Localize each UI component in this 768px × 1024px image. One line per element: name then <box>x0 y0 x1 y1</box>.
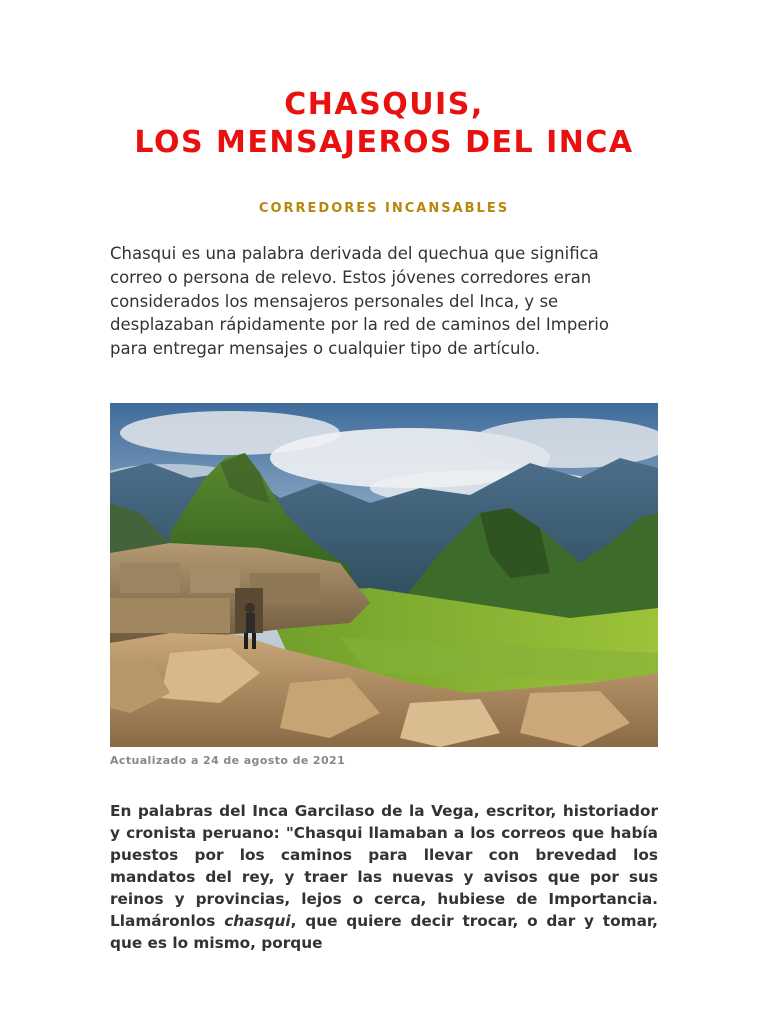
title-line-1: CHASQUIS, <box>284 87 484 122</box>
quote-paragraph <box>110 800 658 954</box>
photo-caption: Actualizado a 24 de agosto de 2021 <box>110 754 346 767</box>
title-line-2: LOS MENSAJEROS DEL INCA <box>134 125 634 160</box>
machu-picchu-photo <box>110 403 658 747</box>
article-subtitle: CORREDORES INCANSABLES <box>258 201 510 216</box>
article-title <box>0 86 768 162</box>
quote-text-after: , que quiere decir trocar, o dar y tomar, que es lo mismo, porque <box>110 912 658 952</box>
intro-paragraph: Chasqui es una palabra derivada del quechua que significa correo o persona de relevo. Estos jóvenes corredores eran considerados los mensajeros personales del Inca, y se desplazaban rápidamente por la red de caminos del Imperio para entregar mensajes o cualquier tipo de artículo. <box>110 244 609 359</box>
quote-text-before: En palabras del Inca Garcilaso de la Vega, escritor, historiador y cronista peruano: "Chasqui llamaban a los correos que había puestos por los caminos para llevar con brevedad los mandatos del rey, y traer las nuevas y avisos que por sus reinos y provincias, lejos o cerca, hubiese de Importancia. Llamáronlos <box>110 802 658 930</box>
quote-emphasis: chasqui <box>224 912 291 930</box>
